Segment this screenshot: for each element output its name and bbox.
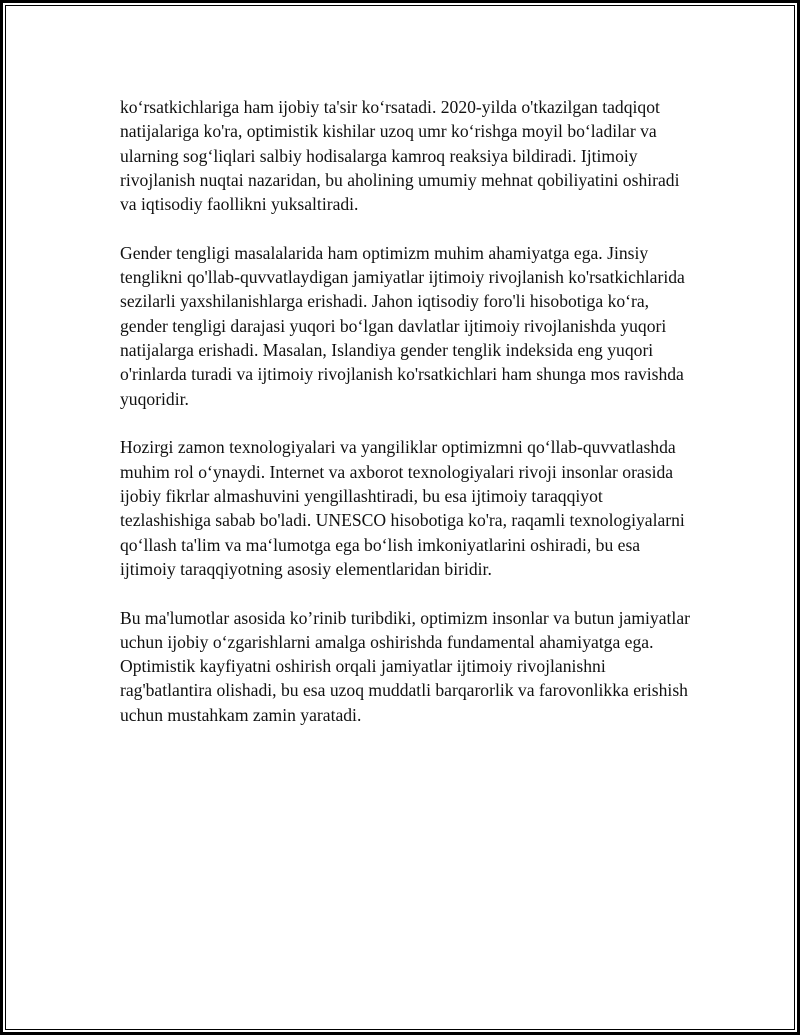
paragraph-health-effects: ko‘rsatkichlariga ham ijobiy ta'sir ko‘rsatadi. 2020-yilda o'tkazilgan tadqiqot natijalariga ko'ra, optimistik kishilar uzoq umr ko‘rishga moyil bo‘ladilar va ularning sog‘liqlari salbiy hodisalarga kamroq reaksiya bildiradi. Ijtimoiy rivojlanish nuqtai nazaridan, bu aholining umumiy mehnat qobiliyatini oshiradi va iqtisodiy faollikni yuksaltiradi.	[120, 97, 680, 215]
paragraph-gender-equality: Gender tengligi masalalarida ham optimizm muhim ahamiyatga ega. Jinsiy tenglikni qo'llab-quvvatlaydigan jamiyatlar ijtimoiy rivojlanish ko'rsatkichlarida sezilarli yaxshilanishlarga erishadi. Jahon iqtisodiy foro'li hisobotiga ko‘ra, gender tengligi darajasi yuqori bo‘lgan davlatlar ijtimoiy rivojlanishda yuqori natijalarga erishadi. Masalan, Islandiya gender tenglik indeksida eng yuqori o'rinlarda turadi va ijtimoiy rivojlanish ko'rsatkichlari ham shunga mos ravishda yuqoridir.	[120, 242, 685, 409]
paragraph-technology: Hozirgi zamon texnologiyalari va yangiliklar optimizmni qo‘llab-quvvatlashda muhim rol o‘ynaydi. Internet va axborot texnologiyalari rivoji insonlar orasida ijobiy fikrlar almashuvini yengillashtiradi, bu esa ijtimoiy taraqqiyot tezlashishiga sabab bo'ladi. UNESCO hisobotiga ko'ra, raqamli texnologiyalarni qo‘llash ta'lim va ma‘lumotga ega bo‘lish imkoniyatlarini oshiradi, bu esa ijtimoiy taraqqiyotning asosiy elementlaridan biridir.	[120, 437, 685, 579]
paragraph-conclusion: Bu ma'lumotlar asosida ko’rinib turibdiki, optimizm insonlar va butun jamiyatlar uchun ijobiy o‘zgarishlarni amalga oshirishda fundamental ahamiyatga ega. Optimistik kayfiyatni oshirish orqali jamiyatlar ijtimoiy rivojlanishni rag'batlantira olishadi, bu esa uzoq muddatli barqarorlik va farovonlikka erishish uchun mustahkam zamin yaratadi.	[120, 607, 690, 725]
document-body	[120, 95, 692, 751]
